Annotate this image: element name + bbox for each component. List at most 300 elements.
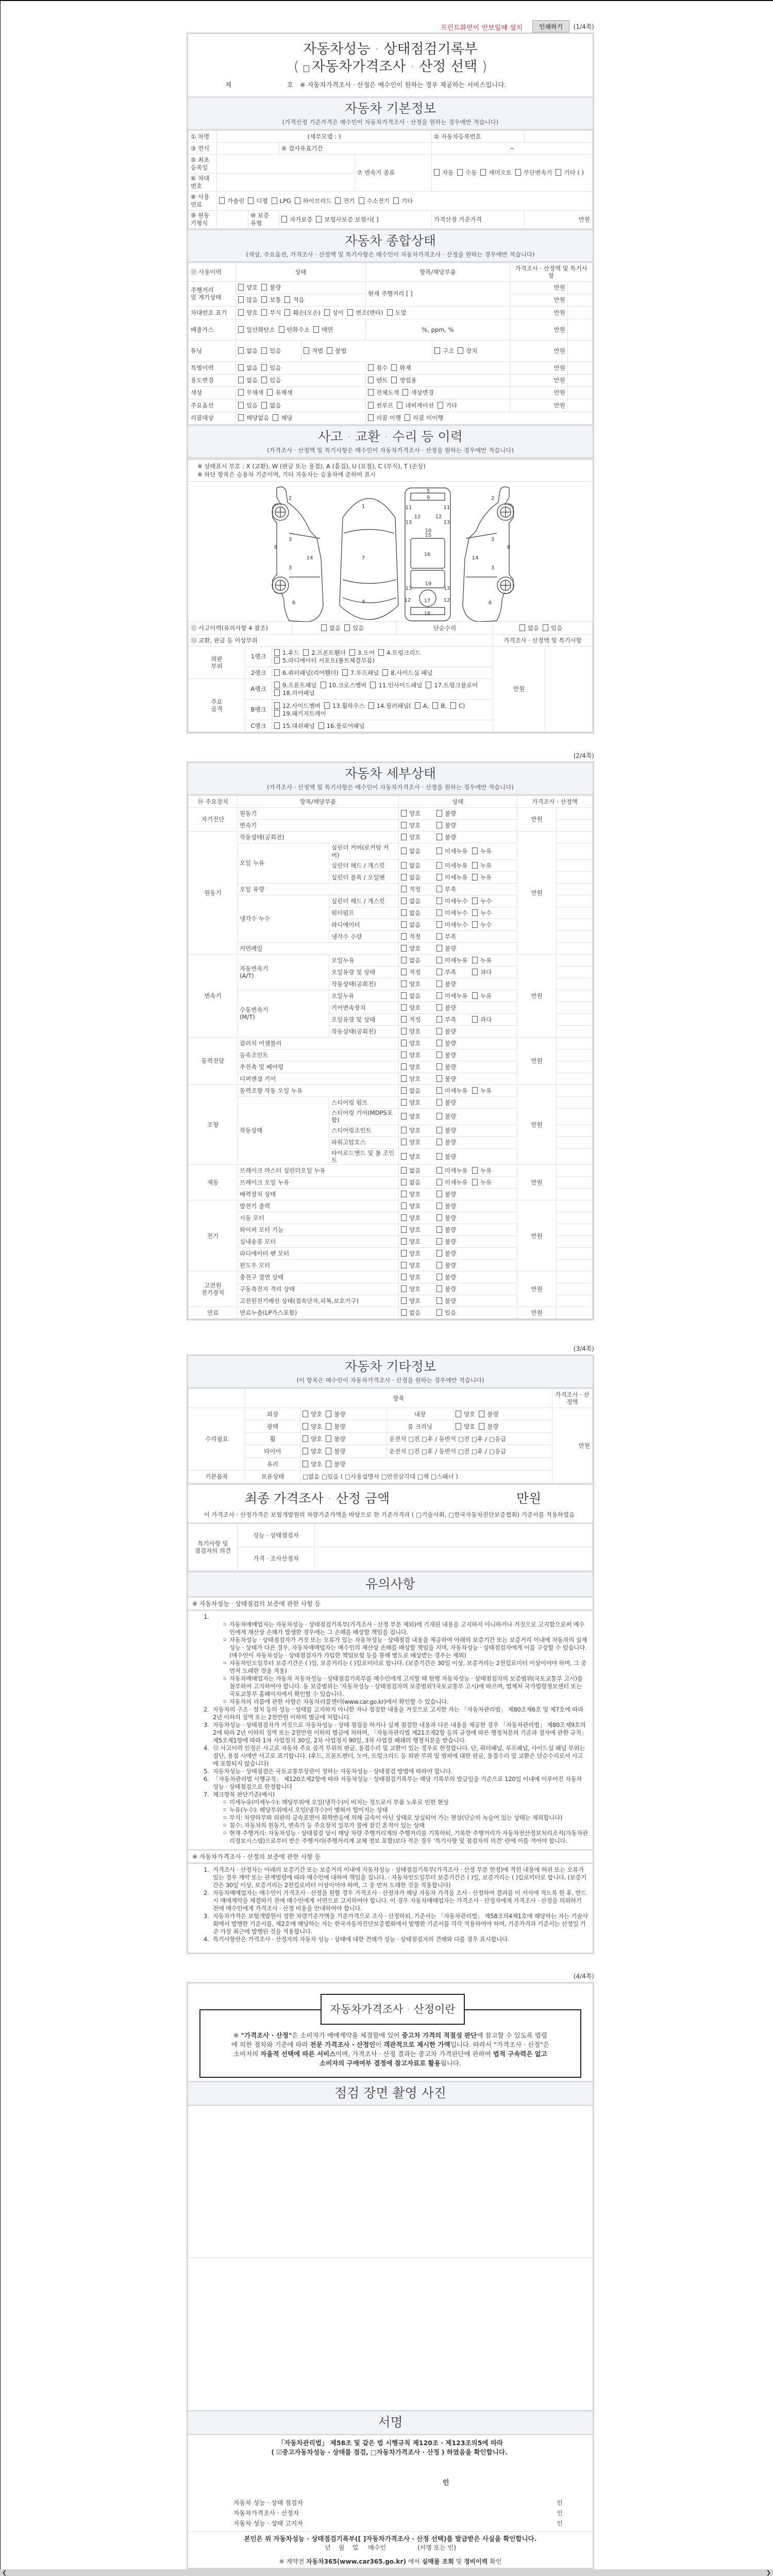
checkbox-option[interactable]: [401, 834, 433, 841]
checkbox-option[interactable]: [402, 389, 433, 396]
checkbox[interactable]: [368, 402, 374, 409]
checkbox-option[interactable]: □사용설명서: [345, 1473, 379, 1481]
checkbox-option[interactable]: [397, 402, 434, 409]
checkbox[interactable]: [344, 624, 350, 631]
checkbox[interactable]: [401, 848, 407, 854]
checkbox-option[interactable]: [556, 169, 584, 176]
checkbox-option[interactable]: [401, 1040, 433, 1047]
checkbox[interactable]: [274, 669, 280, 676]
checkbox-option[interactable]: □전: [408, 1435, 420, 1443]
checkbox[interactable]: [303, 1448, 308, 1454]
checkbox[interactable]: [274, 682, 280, 688]
checkbox-option[interactable]: [401, 1179, 433, 1186]
checkbox-option[interactable]: [405, 414, 443, 421]
checkbox[interactable]: [436, 1262, 442, 1268]
checkbox[interactable]: [402, 389, 408, 396]
checkbox[interactable]: [318, 722, 324, 729]
checkbox-option[interactable]: [436, 862, 468, 869]
checkbox[interactable]: [303, 1435, 308, 1442]
checkbox-option[interactable]: □스패너: [431, 1473, 454, 1481]
checkbox-option[interactable]: [401, 1191, 433, 1198]
checkbox[interactable]: [405, 414, 410, 421]
checkbox[interactable]: [401, 933, 407, 940]
checkbox[interactable]: [238, 389, 244, 396]
checkbox-option[interactable]: [436, 1202, 468, 1210]
checkbox[interactable]: [436, 810, 442, 817]
checkbox[interactable]: [556, 169, 561, 176]
checkbox[interactable]: [401, 1139, 407, 1145]
checkbox[interactable]: [272, 197, 277, 204]
checkbox[interactable]: [472, 874, 478, 880]
checkbox-option[interactable]: [436, 1004, 468, 1011]
checkbox-option[interactable]: [472, 848, 504, 855]
checkbox-option[interactable]: [436, 822, 468, 829]
checkbox[interactable]: [261, 402, 267, 409]
checkbox[interactable]: [543, 624, 548, 631]
scroll-right-icon[interactable]: ❯: [766, 2569, 771, 2576]
checkbox-option[interactable]: [436, 874, 468, 881]
checkbox[interactable]: [401, 1153, 407, 1160]
checkbox-option[interactable]: [393, 197, 413, 205]
checkbox[interactable]: [426, 682, 431, 688]
checkbox[interactable]: [401, 1167, 407, 1174]
checkbox-option[interactable]: [359, 197, 390, 205]
checkbox[interactable]: [261, 347, 267, 354]
checkbox-option[interactable]: [238, 347, 258, 354]
checkbox-option[interactable]: [401, 1004, 433, 1011]
checkbox-option[interactable]: [432, 702, 447, 709]
checkbox[interactable]: [335, 197, 341, 204]
checkbox[interactable]: [436, 1250, 442, 1257]
checkbox-option[interactable]: [401, 1052, 433, 1059]
checkbox[interactable]: [342, 669, 348, 676]
checkbox[interactable]: [401, 992, 407, 999]
checkbox[interactable]: [401, 1309, 407, 1316]
checkbox[interactable]: [436, 957, 442, 963]
checkbox[interactable]: [436, 1214, 442, 1221]
checkbox-option[interactable]: [316, 216, 378, 223]
checkbox[interactable]: [436, 992, 442, 999]
checkbox-option[interactable]: [436, 1099, 468, 1106]
checkbox[interactable]: [248, 197, 254, 204]
checkbox[interactable]: [436, 1052, 442, 1058]
checkbox-option[interactable]: [238, 377, 258, 384]
checkbox-option[interactable]: [436, 1262, 468, 1269]
checkbox-option[interactable]: [313, 326, 333, 333]
checkbox[interactable]: [303, 1461, 308, 1467]
checkbox[interactable]: [401, 1297, 407, 1304]
checkbox-option[interactable]: [438, 402, 457, 409]
checkbox-option[interactable]: [436, 886, 468, 893]
checkbox[interactable]: [313, 326, 319, 333]
checkbox[interactable]: [304, 347, 309, 354]
checkbox[interactable]: [401, 874, 407, 880]
checkbox[interactable]: [479, 1411, 484, 1417]
checkbox[interactable]: [281, 216, 287, 223]
checkbox[interactable]: [401, 1028, 407, 1035]
checkbox[interactable]: [436, 1297, 442, 1304]
checkbox[interactable]: [261, 377, 267, 383]
checkbox-option[interactable]: [436, 848, 468, 855]
checkbox-option[interactable]: [368, 364, 388, 371]
checkbox-option[interactable]: [303, 1435, 322, 1443]
checkbox-option[interactable]: [273, 414, 292, 421]
checkbox-option[interactable]: [401, 1226, 433, 1233]
checkbox-option[interactable]: [401, 1028, 433, 1035]
checkbox[interactable]: [401, 1016, 407, 1023]
checkbox[interactable]: [401, 1202, 407, 1209]
checkbox[interactable]: [472, 969, 478, 975]
checkbox[interactable]: [472, 921, 478, 928]
install-notice-link[interactable]: 프린트화면이 안보일때 설치: [441, 24, 523, 32]
checkbox-option[interactable]: [401, 886, 433, 893]
checkbox[interactable]: [436, 980, 442, 987]
checkbox[interactable]: [368, 414, 374, 421]
checkbox-option[interactable]: [318, 722, 365, 730]
checkbox[interactable]: [434, 169, 440, 176]
checkbox-option[interactable]: □전: [458, 1435, 470, 1443]
checkbox-option[interactable]: [436, 1274, 468, 1281]
checkbox-option[interactable]: [324, 309, 344, 316]
checkbox[interactable]: [438, 402, 443, 409]
checkbox[interactable]: [401, 1238, 407, 1245]
checkbox[interactable]: [284, 296, 290, 303]
checkbox[interactable]: [401, 1113, 407, 1120]
checkbox-option[interactable]: [274, 722, 315, 730]
checkbox[interactable]: [450, 702, 456, 709]
checkbox[interactable]: [436, 822, 442, 828]
checkbox[interactable]: [304, 65, 309, 72]
checkbox-option[interactable]: [401, 874, 433, 881]
checkbox-option[interactable]: □전: [458, 1448, 470, 1455]
checkbox[interactable]: [401, 1127, 407, 1133]
checkbox[interactable]: [436, 897, 442, 904]
checkbox-option[interactable]: [326, 1423, 345, 1430]
checkbox[interactable]: [436, 886, 442, 892]
checkbox-option[interactable]: [326, 1448, 345, 1455]
checkbox[interactable]: [368, 702, 374, 709]
checkbox-option[interactable]: [401, 1202, 433, 1210]
checkbox-option[interactable]: □응급: [489, 1435, 507, 1443]
checkbox-option[interactable]: [391, 364, 411, 371]
checkbox-option[interactable]: [426, 682, 478, 689]
checkbox[interactable]: [261, 296, 267, 303]
checkbox-option[interactable]: [248, 197, 267, 205]
checkbox[interactable]: [274, 689, 280, 696]
checkbox[interactable]: [436, 933, 442, 940]
checkbox[interactable]: [456, 1411, 461, 1417]
checkbox-option[interactable]: [261, 377, 281, 384]
checkbox[interactable]: [436, 1113, 442, 1120]
checkbox-option[interactable]: [401, 980, 433, 988]
checkbox-option[interactable]: [472, 957, 504, 964]
checkbox[interactable]: [401, 810, 407, 817]
checkbox[interactable]: [238, 377, 244, 383]
checkbox[interactable]: [436, 1075, 442, 1082]
checkbox-option[interactable]: [436, 834, 468, 841]
checkbox[interactable]: [238, 347, 244, 354]
checkbox-option[interactable]: [456, 1411, 475, 1418]
checkbox[interactable]: [401, 1063, 407, 1070]
checkbox[interactable]: [238, 309, 244, 316]
checkbox-option[interactable]: [342, 669, 379, 676]
checkbox[interactable]: [436, 1153, 442, 1160]
checkbox-option[interactable]: [436, 1309, 468, 1316]
checkbox[interactable]: [267, 389, 273, 396]
checkbox[interactable]: [295, 197, 300, 204]
checkbox-option[interactable]: [401, 1309, 433, 1316]
checkbox[interactable]: [436, 1016, 442, 1023]
checkbox-option[interactable]: [479, 1423, 498, 1430]
checkbox-option[interactable]: [401, 1250, 433, 1257]
checkbox[interactable]: [382, 669, 388, 676]
checkbox-option[interactable]: [401, 897, 433, 905]
checkbox[interactable]: [401, 1274, 407, 1280]
checkbox-option[interactable]: [436, 1297, 468, 1304]
checkbox-option[interactable]: [303, 1411, 322, 1418]
checkbox-option[interactable]: [434, 169, 453, 176]
checkbox-option[interactable]: [436, 1214, 468, 1222]
checkbox[interactable]: [274, 710, 280, 717]
checkbox[interactable]: [326, 1461, 331, 1467]
checkbox-option[interactable]: [472, 1179, 504, 1186]
checkbox[interactable]: [261, 364, 267, 371]
checkbox-option[interactable]: [401, 957, 433, 964]
checkbox[interactable]: [401, 945, 407, 952]
checkbox-option[interactable]: [219, 197, 244, 205]
checkbox[interactable]: [519, 624, 525, 631]
checkbox[interactable]: [273, 414, 278, 421]
checkbox[interactable]: [401, 1087, 407, 1094]
checkbox[interactable]: [238, 402, 244, 409]
checkbox[interactable]: [274, 649, 280, 656]
checkbox-option[interactable]: □자동차가격조사 · 산정: [370, 2448, 440, 2456]
checkbox-option[interactable]: [472, 969, 504, 976]
checkbox[interactable]: [401, 1040, 407, 1046]
checkbox-option[interactable]: [368, 377, 388, 384]
checkbox[interactable]: [472, 848, 478, 854]
checkbox-option[interactable]: [436, 1052, 468, 1059]
checkbox[interactable]: [238, 296, 244, 303]
checkbox[interactable]: [303, 1423, 308, 1430]
checkbox[interactable]: [261, 309, 267, 316]
checkbox[interactable]: [436, 874, 442, 880]
checkbox-option[interactable]: [274, 649, 299, 656]
checkbox-option[interactable]: [401, 1139, 433, 1146]
checkbox-option[interactable]: [274, 682, 317, 689]
checkbox-option[interactable]: [368, 414, 401, 421]
checkbox-option[interactable]: [436, 1113, 468, 1120]
checkbox-option[interactable]: [387, 309, 407, 316]
checkbox-option[interactable]: [238, 309, 258, 316]
checkbox-option[interactable]: [401, 945, 433, 952]
checkbox[interactable]: [472, 992, 478, 999]
checkbox-option[interactable]: [267, 389, 292, 396]
checkbox-option[interactable]: [368, 389, 399, 396]
checkbox-option[interactable]: [401, 921, 433, 928]
checkbox-option[interactable]: [472, 874, 504, 881]
checkbox-option[interactable]: [238, 284, 258, 291]
checkbox[interactable]: [479, 1423, 484, 1430]
checkbox[interactable]: [393, 197, 399, 204]
checkbox-option[interactable]: [401, 1087, 433, 1094]
checkbox-option[interactable]: [436, 1016, 468, 1023]
checkbox-option[interactable]: [480, 169, 511, 176]
checkbox-option[interactable]: [274, 710, 326, 717]
checkbox-option[interactable]: [436, 933, 468, 940]
checkbox[interactable]: [472, 1179, 478, 1185]
checkbox[interactable]: [274, 702, 280, 709]
checkbox[interactable]: [434, 347, 440, 354]
checkbox[interactable]: [436, 1099, 442, 1106]
checkbox[interactable]: [436, 848, 442, 854]
checkbox-option[interactable]: [436, 992, 468, 999]
checkbox[interactable]: [401, 980, 407, 987]
checkbox-option[interactable]: □후: [422, 1448, 433, 1455]
checkbox-option[interactable]: [370, 682, 422, 689]
checkbox[interactable]: [436, 1238, 442, 1245]
inspector-opinion-field[interactable]: [315, 1523, 593, 1547]
checkbox-option[interactable]: [401, 1063, 433, 1071]
checkbox-option[interactable]: [401, 969, 433, 976]
checkbox[interactable]: [324, 702, 330, 709]
checkbox[interactable]: [349, 649, 355, 656]
checkbox-option[interactable]: [436, 1179, 468, 1186]
checkbox-option[interactable]: [472, 1167, 504, 1174]
checkbox-option[interactable]: [327, 347, 346, 354]
checkbox[interactable]: [391, 377, 397, 383]
checkbox-option[interactable]: [401, 909, 433, 917]
checkbox-option[interactable]: [401, 1238, 433, 1245]
checkbox[interactable]: [436, 834, 442, 840]
checkbox-option[interactable]: [349, 649, 375, 656]
checkbox[interactable]: [401, 1191, 407, 1197]
checkbox-option[interactable]: □없음: [303, 1473, 320, 1481]
checkbox-option[interactable]: [457, 169, 477, 176]
scroll-left-icon[interactable]: ❮: [2, 2569, 7, 2576]
checkbox[interactable]: [401, 886, 407, 892]
checkbox[interactable]: [401, 1226, 407, 1233]
checkbox-option[interactable]: [279, 326, 310, 333]
checkbox-option[interactable]: [472, 1087, 504, 1094]
checkbox-option[interactable]: [335, 197, 355, 205]
checkbox-option[interactable]: [436, 921, 468, 928]
checkbox-option[interactable]: [303, 1423, 322, 1430]
checkbox-option[interactable]: [284, 309, 320, 316]
checkbox-option[interactable]: [472, 921, 504, 928]
checkbox-option[interactable]: [436, 909, 468, 917]
checkbox[interactable]: [401, 1285, 407, 1292]
checkbox[interactable]: [274, 722, 280, 729]
checkbox-option[interactable]: [401, 1285, 433, 1293]
checkbox-option[interactable]: [434, 347, 454, 354]
checkbox-option[interactable]: [436, 1127, 468, 1134]
checkbox-option[interactable]: [401, 992, 433, 999]
checkbox-option[interactable]: [436, 1226, 468, 1233]
checkbox[interactable]: [284, 309, 290, 316]
checkbox-option[interactable]: [436, 1139, 468, 1146]
checkbox[interactable]: [391, 364, 397, 371]
checkbox-option[interactable]: [304, 347, 323, 354]
checkbox[interactable]: [303, 1411, 308, 1417]
checkbox-option[interactable]: [382, 669, 432, 676]
checkbox[interactable]: [472, 1087, 478, 1094]
checkbox[interactable]: [401, 1099, 407, 1106]
checkbox[interactable]: [436, 1028, 442, 1035]
checkbox-option[interactable]: [261, 296, 281, 303]
checkbox[interactable]: [401, 1075, 407, 1082]
checkbox-option[interactable]: □있음 (: [322, 1473, 343, 1481]
checkbox-option[interactable]: [344, 624, 364, 632]
checkbox[interactable]: [274, 657, 280, 664]
checkbox-option[interactable]: [401, 1167, 433, 1174]
checkbox-option[interactable]: □전: [408, 1448, 420, 1455]
checkbox[interactable]: [401, 1179, 407, 1185]
checkbox-option[interactable]: [401, 1297, 433, 1304]
checkbox-option[interactable]: [436, 1063, 468, 1071]
checkbox-option[interactable]: □한국자동차진단보증협회) 기준서를 적용하였음: [448, 1511, 575, 1519]
checkbox-option[interactable]: ☑중고자동차성능 · 상태를 점검,: [276, 2448, 368, 2456]
checkbox[interactable]: [303, 649, 309, 656]
checkbox[interactable]: [401, 1214, 407, 1221]
checkbox-option[interactable]: [272, 197, 291, 205]
checkbox-option[interactable]: [238, 326, 275, 333]
checkbox-option[interactable]: [303, 1448, 322, 1455]
checkbox-option[interactable]: [436, 1250, 468, 1257]
checkbox[interactable]: [436, 945, 442, 952]
checkbox[interactable]: [401, 897, 407, 904]
checkbox-option[interactable]: [274, 702, 321, 709]
checkbox-option[interactable]: [436, 945, 468, 952]
checkbox-option[interactable]: [436, 810, 468, 817]
checkbox[interactable]: [436, 862, 442, 869]
checkbox[interactable]: [238, 284, 244, 291]
checkbox-option[interactable]: □후: [472, 1448, 483, 1455]
horizontal-scrollbar[interactable]: [0, 2569, 773, 2576]
checkbox[interactable]: [324, 309, 330, 316]
checkbox[interactable]: [472, 862, 478, 869]
checkbox-option[interactable]: [368, 702, 411, 709]
checkbox-option[interactable]: [238, 402, 258, 409]
checkbox-option[interactable]: [401, 933, 433, 940]
checkbox-option[interactable]: [401, 1016, 433, 1023]
checkbox[interactable]: [327, 347, 332, 354]
checkbox[interactable]: [436, 1040, 442, 1046]
checkbox[interactable]: [261, 284, 267, 291]
checkbox[interactable]: [401, 921, 407, 928]
checkbox[interactable]: [321, 624, 327, 631]
checkbox[interactable]: [458, 347, 463, 354]
checkbox[interactable]: [456, 1423, 461, 1430]
checkbox[interactable]: [401, 1250, 407, 1257]
checkbox[interactable]: [415, 702, 421, 709]
checkbox-option[interactable]: [261, 284, 281, 291]
checkbox[interactable]: [436, 1274, 442, 1280]
print-button[interactable]: 인쇄하기: [532, 20, 569, 32]
checkbox-option[interactable]: [436, 969, 468, 976]
checkbox-option[interactable]: [261, 347, 281, 354]
checkbox[interactable]: [457, 169, 463, 176]
checkbox[interactable]: [401, 1052, 407, 1058]
checkbox-option[interactable]: [326, 1435, 345, 1443]
checkbox-option[interactable]: [401, 822, 433, 829]
checkbox-option[interactable]: [436, 1028, 468, 1035]
checkbox-option[interactable]: [326, 1411, 345, 1418]
checkbox-option[interactable]: □후: [472, 1435, 483, 1443]
checkbox[interactable]: [436, 1202, 442, 1209]
checkbox[interactable]: [432, 702, 438, 709]
checkbox-option[interactable]: [401, 862, 433, 869]
